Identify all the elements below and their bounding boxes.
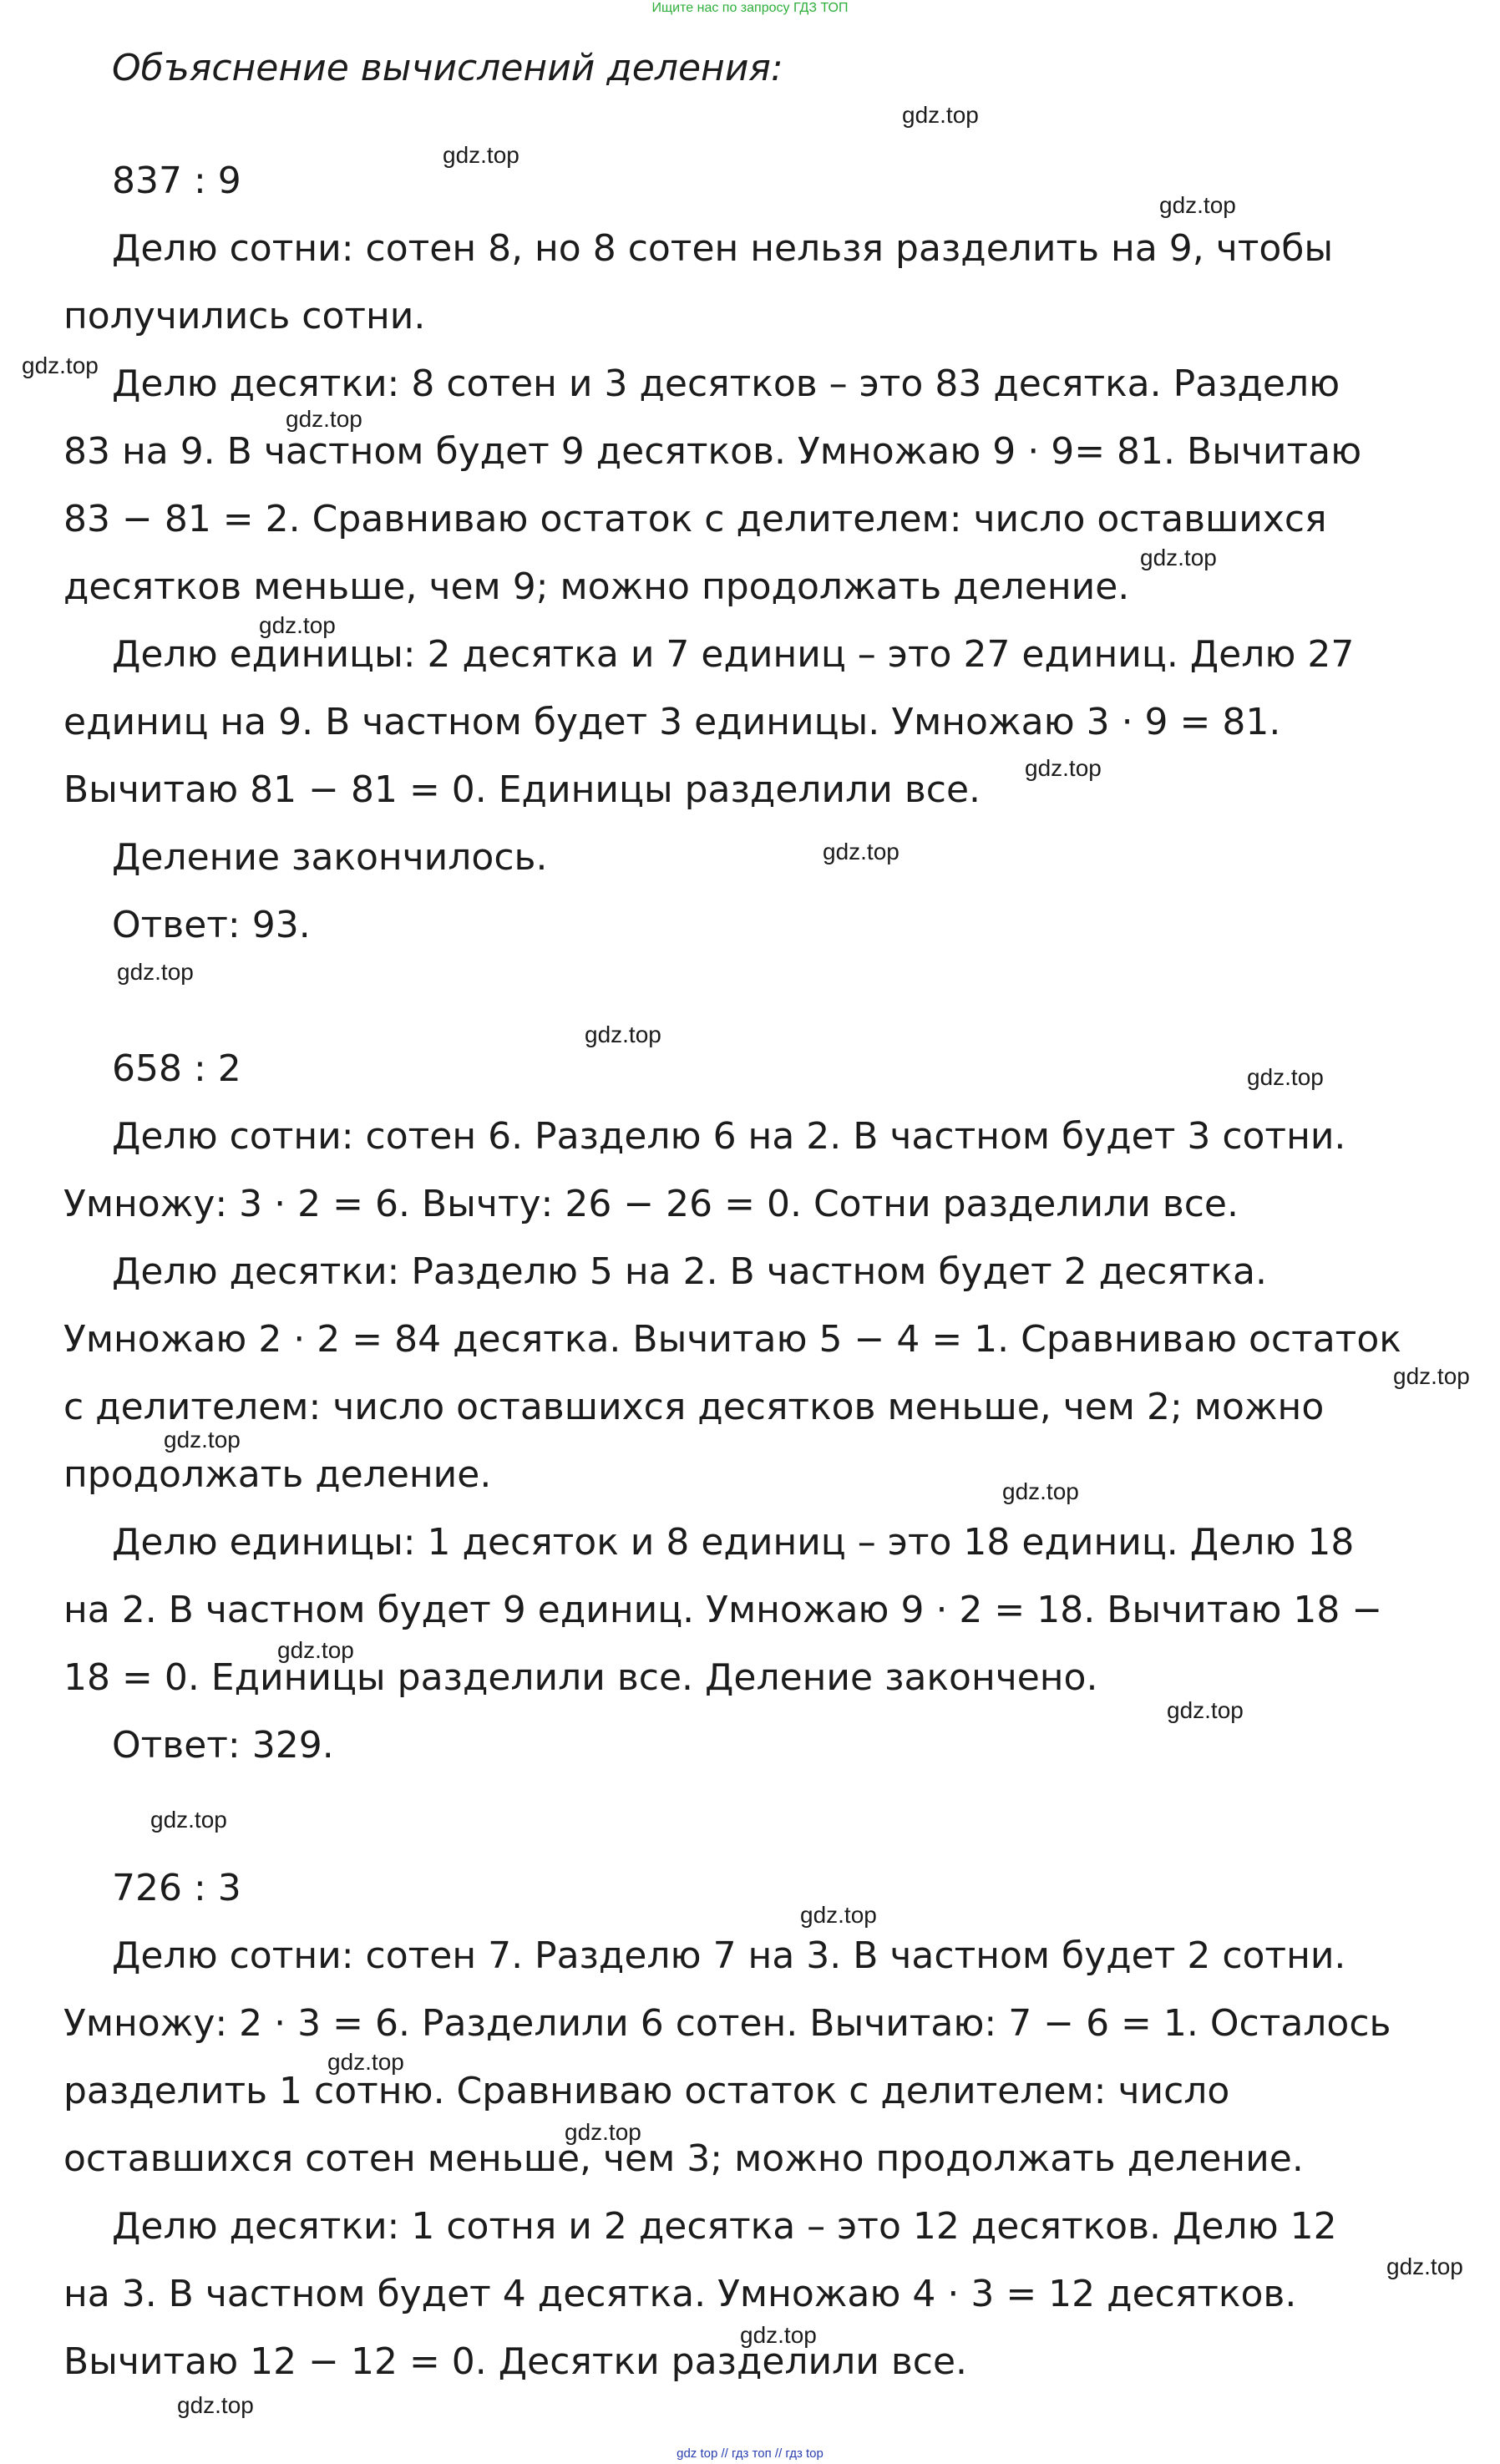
- answer-line: Ответ: 93.: [112, 904, 311, 946]
- text-line: единиц на 9. В частном будет 3 единицы. Умножаю 3 · 9 = 81.: [63, 701, 1281, 743]
- text-line: Деление закончилось.: [112, 836, 548, 879]
- text-line: 83 − 81 = 2. Сравниваю остаток с делителем: число оставшихся: [63, 498, 1327, 540]
- text-line: оставшихся сотен меньше, чем 3; можно продолжать деление.: [63, 2137, 1304, 2180]
- watermark: gdz.top: [117, 959, 194, 985]
- answer-line: Ответ: 329.: [112, 1724, 334, 1767]
- watermark: gdz.top: [1002, 1478, 1079, 1504]
- watermark: gdz.top: [443, 142, 519, 168]
- watermark: gdz.top: [150, 1807, 227, 1833]
- watermark: gdz.top: [585, 1022, 661, 1047]
- text-line: Умножаю 2 · 2 = 84 десятка. Вычитаю 5 − 4 = 1. Сравниваю остаток: [63, 1318, 1401, 1361]
- text-line: получились сотни.: [63, 295, 426, 337]
- text-line: на 2. В частном будет 9 единиц. Умножаю 9 · 2 = 18. Вычитаю 18 −: [63, 1589, 1383, 1631]
- text-line: Делю десятки: Разделю 5 на 2. В частном будет 2 десятка.: [112, 1250, 1267, 1293]
- watermark: gdz.top: [177, 2392, 254, 2418]
- text-line: 18 = 0. Единицы разделили все. Деление закончено.: [63, 1656, 1098, 1699]
- watermark: gdz.top: [902, 102, 979, 128]
- watermark: gdz.top: [277, 1637, 354, 1663]
- text-line: Вычитаю 81 − 81 = 0. Единицы разделили все.: [63, 768, 981, 811]
- text-line: разделить 1 сотню. Сравниваю остаток с делителем: число: [63, 2070, 1230, 2112]
- bottom-banner: gdz top // гдз топ // гдз top: [677, 2446, 823, 2461]
- watermark: gdz.top: [22, 352, 99, 378]
- text-line: Делю десятки: 1 сотня и 2 десятка – это 12 десятков. Делю 12: [112, 2205, 1337, 2248]
- watermark: gdz.top: [800, 1902, 877, 1928]
- watermark: gdz.top: [164, 1427, 241, 1453]
- watermark: gdz.top: [1140, 545, 1217, 570]
- watermark: gdz.top: [1025, 755, 1102, 781]
- watermark: gdz.top: [259, 612, 336, 638]
- example-heading: 726 : 3: [112, 1867, 241, 1909]
- watermark: gdz.top: [327, 2049, 404, 2075]
- watermark: gdz.top: [565, 2119, 641, 2145]
- text-line: Умножу: 2 · 3 = 6. Разделили 6 сотен. Вычитаю: 7 − 6 = 1. Осталось: [63, 2002, 1391, 2045]
- top-banner: Ищите нас по запросу ГДЗ ТОП: [651, 1, 849, 15]
- watermark: gdz.top: [823, 839, 899, 864]
- watermark: gdz.top: [740, 2322, 817, 2348]
- watermark: gdz.top: [1247, 1064, 1324, 1090]
- text-line: на 3. В частном будет 4 десятка. Умножаю 4 · 3 = 12 десятков.: [63, 2273, 1297, 2315]
- page-title: Объяснение вычислений деления:: [112, 47, 783, 89]
- text-line: Делю единицы: 2 десятка и 7 единиц – это 27 единиц. Делю 27: [112, 633, 1355, 676]
- text-line: Делю единицы: 1 десяток и 8 единиц – это 18 единиц. Делю 18: [112, 1521, 1355, 1564]
- watermark: gdz.top: [1386, 2254, 1463, 2279]
- text-line: продолжать деление.: [63, 1453, 492, 1496]
- text-line: Делю сотни: сотен 7. Разделю 7 на 3. В частном будет 2 сотни.: [112, 1934, 1346, 1977]
- watermark: gdz.top: [286, 406, 362, 432]
- example-heading: 658 : 2: [112, 1047, 241, 1090]
- watermark: gdz.top: [1167, 1697, 1244, 1723]
- example-heading: 837 : 9: [112, 160, 241, 202]
- text-line: Делю сотни: сотен 8, но 8 сотен нельзя разделить на 9, чтобы: [112, 227, 1334, 270]
- text-line: Делю сотни: сотен 6. Разделю 6 на 2. В частном будет 3 сотни.: [112, 1115, 1346, 1158]
- text-line: Умножу: 3 · 2 = 6. Вычту: 26 − 26 = 0. Сотни разделили все.: [63, 1183, 1239, 1225]
- text-line: Вычитаю 12 − 12 = 0. Десятки разделили все.: [63, 2340, 968, 2383]
- watermark: gdz.top: [1159, 192, 1236, 218]
- text-line: десятков меньше, чем 9; можно продолжать деление.: [63, 565, 1130, 608]
- text-line: Делю десятки: 8 сотен и 3 десятков – это 83 десятка. Разделю: [112, 363, 1340, 405]
- text-line: 83 на 9. В частном будет 9 десятков. Умножаю 9 · 9= 81. Вычитаю: [63, 430, 1362, 473]
- watermark: gdz.top: [1393, 1363, 1470, 1389]
- text-line: с делителем: число оставшихся десятков меньше, чем 2; можно: [63, 1386, 1325, 1428]
